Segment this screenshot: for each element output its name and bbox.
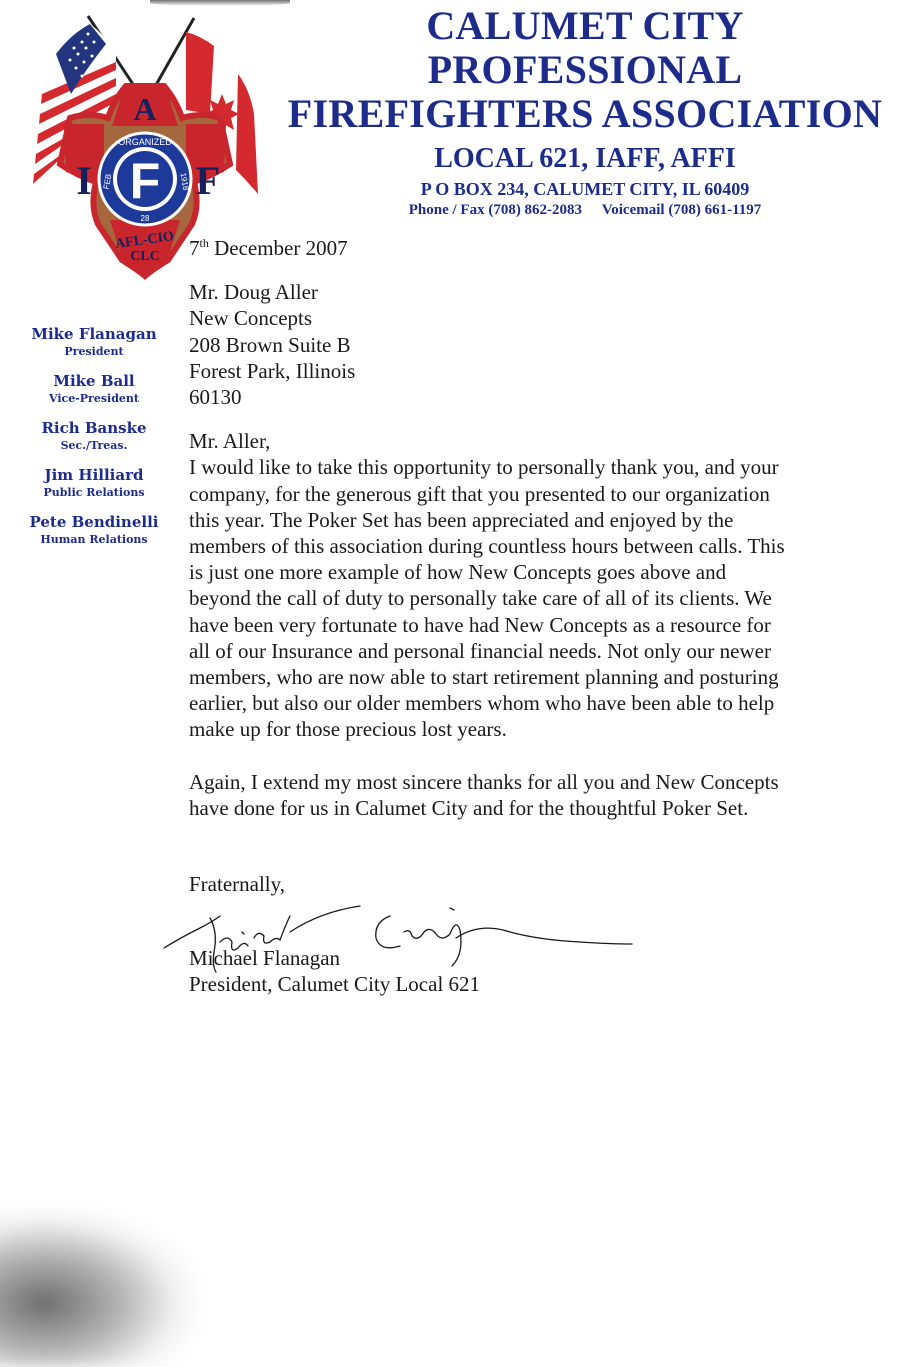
officer-entry [14,324,174,359]
body-line: is just one more example of how New Concepts goes above and [189,560,727,585]
body-line: all of our Insurance and personal financial needs. Not only our newer [189,638,771,663]
letterhead [280,4,890,220]
address-line: 60130 [189,385,242,410]
body-line: members, who are now able to start retirement planning and posturing [189,665,779,690]
logo-ring-organized: ORGANIZED [118,137,172,147]
logo-ring-feb: FEB [101,173,114,191]
officer-name: Rich Banske [41,419,147,437]
letter-date [189,230,809,261]
body-line: members of this association during countless hours between calls. This [189,534,785,559]
body-line: I would like to take this opportunity to personally thank you, and your [189,455,779,480]
body-line: this year. The Poker Set has been appreciated and enjoyed by the [189,507,734,532]
body-line: have been very fortunate to have had New Concepts as a resource for [189,612,771,637]
officer-title: Public Relations [43,486,145,499]
page-edge-shadow [150,0,290,6]
letter-body [189,230,809,998]
letterhead-title-line2: FIREFIGHTERS ASSOCIATION [287,91,883,136]
letterhead-voicemail: Voicemail (708) 661-1197 [601,202,762,218]
body-line: Again, I extend my most sincere thanks for all you and New Concepts [189,769,779,794]
address-line: Forest Park, Illinois [189,358,356,383]
address-line: Mr. Doug Aller [189,280,318,305]
logo-afl-cio: AFL-CIO [114,228,175,253]
date-suffix: th [199,236,209,250]
officer-title: President [64,345,124,358]
body-line: beyond the call of duty to personally take care of all of its clients. We [189,586,772,611]
body-line: earlier, but also our older members whom who have been able to help [189,691,775,716]
officer-name: Jim Hilliard [44,466,144,484]
address-line: New Concepts [189,306,313,331]
date-day: 7 [189,236,200,260]
officer-entry [14,418,174,453]
body-line: have done for us in Calumet City and for the thoughtful Poker Set. [189,795,749,820]
closing: Fraternally, [189,872,286,897]
letterhead-address: P O BOX 234, CALUMET CITY, IL 60409 [420,179,750,199]
recipient-address [189,279,809,410]
letterhead-local: LOCAL 621, IAFF, AFFI [434,143,736,174]
salutation: Mr. Aller, [189,429,271,454]
letterhead-contact [280,200,890,220]
letterhead-phone: Phone / Fax (708) 862-2083 [408,202,583,218]
officer-entry [14,512,174,547]
date-month-year: December 2007 [208,236,348,260]
body-line: make up for those precious lost years. [189,717,507,742]
signer-name: Michael Flanagan [189,946,341,971]
body-line: company, for the generous gift that you presented to our organization [189,481,770,506]
body-paragraph-1 [189,454,809,742]
officer-entry [14,371,174,406]
logo-letter-f-right: F [195,158,221,203]
signer-title: President, Calumet City Local 621 [189,972,481,997]
officer-entry [14,465,174,500]
logo-letter-i: I [76,158,92,203]
body-paragraph-2 [189,769,809,821]
corner-shadow [0,1207,200,1367]
logo-letter-a: A [133,91,157,127]
logo-ring-day: 28 [140,214,150,223]
officer-title: Sec./Treas. [60,439,128,452]
letterhead-title-line1: CALUMET CITY PROFESSIONAL [426,3,744,92]
handwritten-signature [160,902,640,974]
officers-list [14,324,174,559]
address-line: 208 Brown Suite B [189,332,351,357]
logo-ring-year: 1918 [178,172,191,192]
officer-title: Vice-President [49,392,139,405]
officer-title: Human Relations [40,533,148,546]
officer-name: Mike Ball [53,372,135,390]
officer-name: Mike Flanagan [31,325,157,343]
logo-clc: CLC [130,249,160,264]
logo-letter-f-center: F [129,153,161,209]
officer-name: Pete Bendinelli [29,513,159,531]
